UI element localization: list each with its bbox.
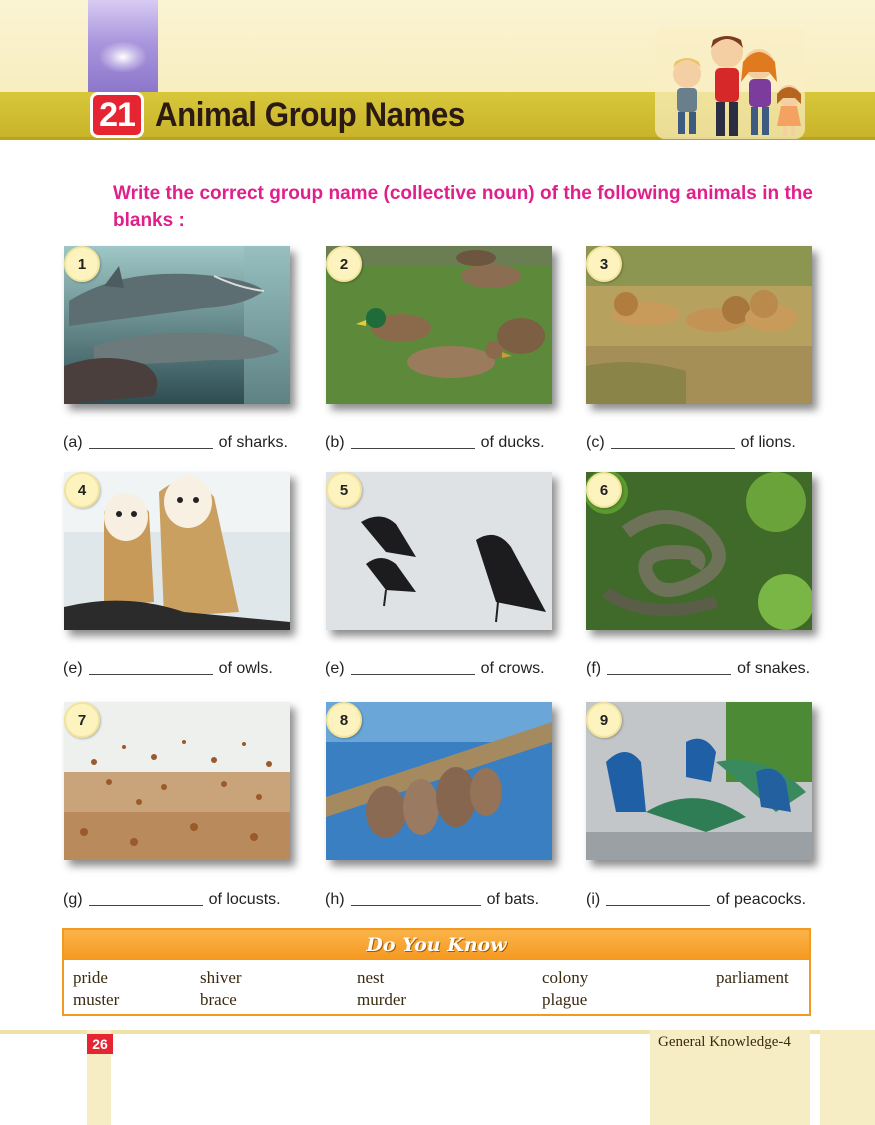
answer-line-a [63, 430, 288, 452]
dyk-word: pride [73, 968, 108, 987]
footer-edge-strip [820, 1030, 875, 1125]
answer-blank[interactable] [351, 891, 481, 906]
chapter-number: 21 [90, 92, 144, 138]
dyk-word: brace [200, 990, 237, 1009]
dyk-word: murder [357, 990, 407, 1009]
answer-line-f [586, 656, 810, 678]
dyk-word: plague [542, 990, 588, 1009]
dyk-word: shiver [200, 968, 242, 987]
badge-6: 6 [586, 472, 622, 508]
dyk-word: colony [542, 968, 589, 987]
page-number: 26 [87, 1034, 113, 1054]
answer-blank[interactable] [351, 660, 475, 675]
badge-2: 2 [326, 246, 362, 282]
chapter-tab-highlight [100, 42, 146, 72]
answer-blank[interactable] [606, 891, 710, 906]
badge-5: 5 [326, 472, 362, 508]
answer-blank[interactable] [89, 891, 203, 906]
item-letter: (a) [63, 434, 83, 451]
item-letter: (c) [586, 434, 605, 451]
answer-line-i [586, 887, 806, 909]
children-illustration [655, 22, 805, 140]
badge-1: 1 [64, 246, 100, 282]
answer-line-c [586, 430, 796, 452]
item-letter: (h) [325, 891, 345, 908]
answer-blank[interactable] [351, 434, 475, 449]
item-suffix: of snakes. [737, 660, 811, 677]
dyk-word: parliament [716, 968, 789, 987]
item-suffix: of locusts. [208, 891, 281, 908]
answer-blank[interactable] [89, 434, 213, 449]
item-letter: (e) [325, 660, 345, 677]
item-suffix: of peacocks. [716, 891, 807, 908]
badge-7: 7 [64, 702, 100, 738]
item-letter: (g) [63, 891, 83, 908]
item-suffix: of sharks. [218, 434, 288, 451]
badge-4: 4 [64, 472, 100, 508]
instruction-text: Write the correct group name (collective noun) of the following animals in the blanks : [113, 183, 813, 231]
page-title: Animal Group Names [155, 95, 465, 134]
book-title: General Knowledge-4 [658, 1034, 791, 1050]
answer-line-e [325, 656, 545, 678]
answer-blank[interactable] [607, 660, 731, 675]
item-suffix: of ducks. [480, 434, 545, 451]
item-letter: (b) [325, 434, 345, 451]
item-suffix: of owls. [218, 660, 273, 677]
item-letter: (f) [586, 660, 602, 677]
answer-blank[interactable] [89, 660, 213, 675]
item-suffix: of crows. [480, 660, 545, 677]
item-suffix: of bats. [486, 891, 540, 908]
answer-line-g [63, 887, 281, 909]
dyk-word: nest [357, 968, 385, 987]
answer-line-b [325, 430, 545, 452]
badge-8: 8 [326, 702, 362, 738]
item-letter: (i) [586, 891, 601, 908]
item-suffix: of lions. [740, 434, 796, 451]
answer-blank[interactable] [611, 434, 735, 449]
badge-3: 3 [586, 246, 622, 282]
do-you-know-heading: Do You Know [64, 930, 809, 960]
item-letter: (e) [63, 660, 83, 677]
do-you-know-box [62, 928, 811, 1016]
dyk-word: muster [73, 990, 120, 1009]
badge-9: 9 [586, 702, 622, 738]
answer-line-h [325, 887, 539, 909]
answer-line-d [63, 656, 273, 678]
